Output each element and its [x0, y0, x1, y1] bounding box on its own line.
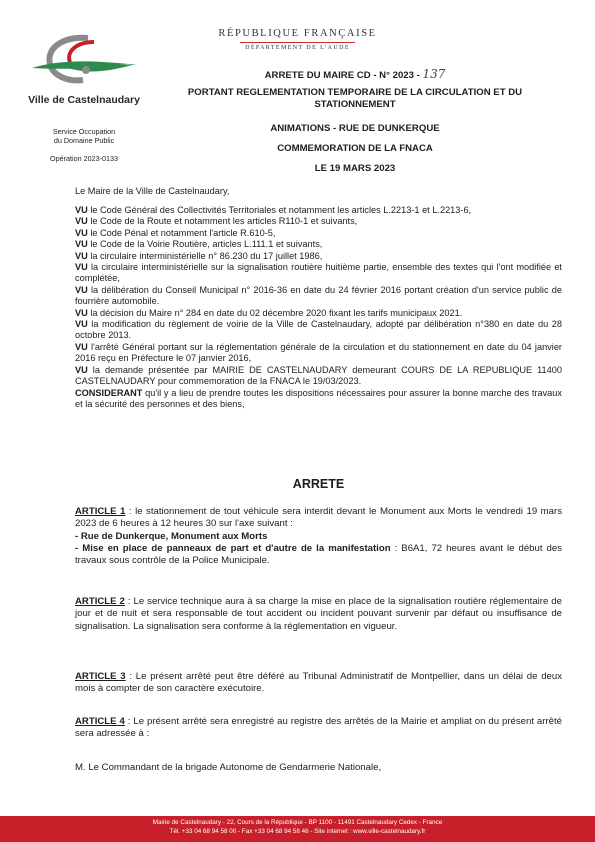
article-1-bullet-1: - Rue de Dunkerque, Monument aux Morts	[75, 530, 268, 542]
consideration-item: CONSIDERANT qu'il y a lieu de prendre toutes les dispositions nécessaires pour assurer la bonne marche des travaux et la sécurité des personnes et des biens,	[75, 387, 562, 409]
article-1	[75, 506, 562, 567]
title	[160, 87, 550, 111]
article-3: ARTICLE 3 : Le présent arrêté peut être déféré au Tribunal Administratif de Montpellier, dans un délai de deux mois à compter de son caractère exécutoire.	[75, 671, 562, 695]
consideration-item: VU la décision du Maire n° 284 en date du 02 décembre 2020 fixant les tarifs municipaux 2021.	[75, 307, 463, 318]
consideration-item: VU la demande présentée par MAIRIE DE CASTELNAUDARY demeurant COURS DE LA REPUBLIQUE 11400 CASTELNAUDARY pour commemoration de la FNACA le 19/03/2023.	[75, 364, 562, 387]
service-name	[26, 127, 142, 145]
article-2-label: ARTICLE 2	[75, 596, 125, 607]
city-name: Ville de Castelnaudary	[28, 94, 140, 106]
consideration-item: VU la circulaire interministérielle sur la signalisation routière huitième partie, ensemble des textes qui l'ont modifiée et complétée,	[75, 262, 562, 284]
consideration-item: VU l'arrêté Général portant sur la réglementation générale de la circulation et du stationnement en date du 04 janvier 2016 reçu en Préfecture le 07 janvier 2016,	[75, 341, 562, 364]
city-logo	[28, 30, 140, 94]
article-1-bullet-2: - Mise en place de panneaux de part et d'autre de la manifestation : B6A1, 72 heures avant le début des travaux sous contrôle de la Police Municipale.	[75, 542, 563, 567]
service-line-1: Service Occupation	[52, 127, 116, 136]
consideration-item: VU le Code de la Route et notamment les articles R110-1 et suivants,	[75, 216, 358, 227]
republique-francaise: RÉPUBLIQUE FRANÇAISE	[218, 28, 377, 39]
arrete-number	[160, 67, 550, 81]
consideration-item: VU la circulaire interministérielle n° 86.230 du 17 juillet 1986,	[75, 250, 323, 261]
arrete-heading: ARRETE	[292, 477, 345, 491]
footer-contact: Tél. +33 04 68 94 58 00 - Fax +33 04 68 94 58 46 - Site internet : www.ville-castelnaudary.fr	[169, 827, 426, 835]
consideration-item: VU le Code de la Voirie Routière, articles L.111.1 et suivants,	[75, 239, 323, 250]
republique-divider	[240, 42, 355, 43]
footer-address: Mairie de Castelnaudary - 22, Cours de la République - BP 1100 - 11491 Castelnaudary Cedex - France	[152, 819, 443, 826]
article-1-body: ARTICLE 1 : le stationnement de tout véhicule sera interdit devant le Monument aux Morts le vendredi 19 mars 2023 de 6 heures à 12 heures 30 sur l'axe suivant :	[75, 506, 562, 530]
article-2: ARTICLE 2 : Le service technique aura à sa charge la mise en place de la signalisation routière réglementaire de jour et de nuit et sera responsable de tout accident ou incident pouvant survenir par défaut ou insuffisance de signalisation. La signalisation sera conforme à la réglementation en vigueur.	[75, 596, 562, 632]
subtitle-commemoration: COMMEMORATION DE LA FNACA	[277, 143, 433, 154]
arrete-number-label: ARRETE DU MAIRE CD - N° 2023 -	[264, 70, 420, 81]
date: LE 19 MARS 2023	[314, 163, 396, 174]
consideration-item: VU la modification du règlement de voirie de la Ville de Castelnaudary, adopté par délibération n°380 en date du 28 octobre 2013.	[75, 319, 562, 341]
article-4: ARTICLE 4 : Le présent arrêté sera enregistré au registre des arrêtés de la Mairie et ampliat on du présent arrêté sera adressée à :	[75, 716, 562, 740]
operation-number: Opération 2023-0133	[50, 154, 118, 163]
article-1-label: ARTICLE 1	[75, 506, 126, 517]
footer	[0, 816, 595, 842]
preamble: Le Maire de la Ville de Castelnaudary,	[75, 186, 230, 196]
title-line-2: STATIONNEMENT	[314, 99, 396, 110]
article-4-label: ARTICLE 4	[75, 716, 125, 727]
departement: DÉPARTEMENT DE L'AUDE	[245, 45, 350, 51]
consideration-item: VU la délibération du Conseil Municipal n° 2016-36 en date du 24 février 2016 portant création d'un service public de fourrière automobile.	[75, 284, 562, 307]
considerations-list	[75, 205, 562, 410]
subtitle-animations: ANIMATIONS - RUE DE DUNKERQUE	[270, 123, 440, 134]
title-line-1: PORTANT REGLEMENTATION TEMPORAIRE DE LA CIRCULATION ET DU	[187, 87, 523, 98]
handwritten-number: 137	[422, 67, 446, 81]
consideration-item: VU le Code Général des Collectivités Territoriales et notamment les articles L.2213-1 et L.2213-6,	[75, 205, 472, 215]
article-3-label: ARTICLE 3	[75, 671, 126, 682]
recipient: M. Le Commandant de la brigade Autonome de Gendarmerie Nationale,	[75, 762, 382, 773]
service-line-2: du Domaine Public	[53, 136, 115, 145]
consideration-item: VU le Code Pénal et notamment l'article R.610-5,	[75, 227, 276, 238]
